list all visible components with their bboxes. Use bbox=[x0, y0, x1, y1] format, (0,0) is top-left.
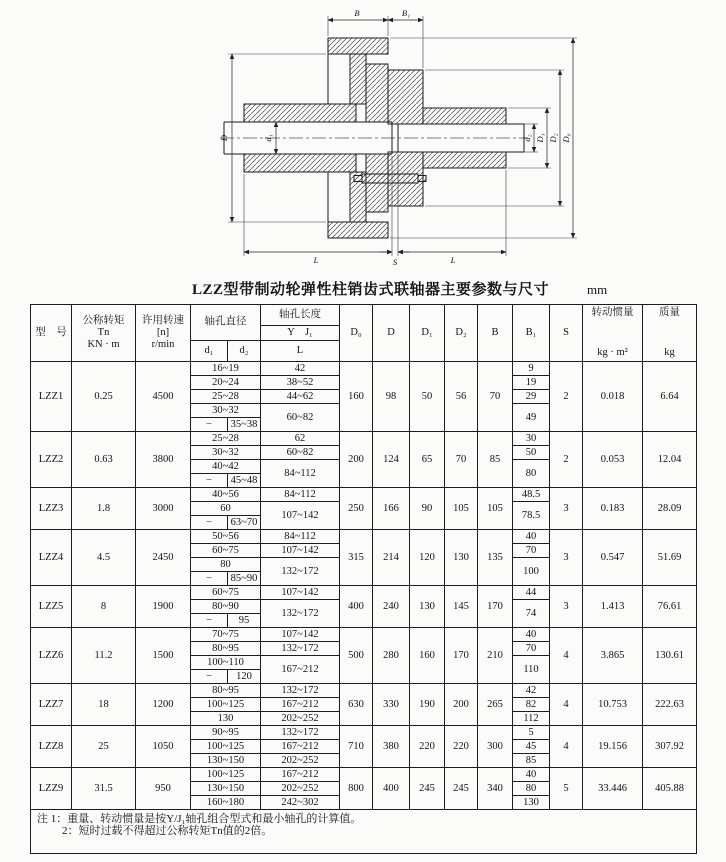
cell-model: LZZ5 bbox=[31, 586, 72, 628]
cell-speed: 3800 bbox=[136, 432, 191, 488]
brake-drum-rim-bottom bbox=[328, 222, 388, 238]
cell-bore: 60~75 bbox=[191, 544, 261, 558]
coupling-drawing-area bbox=[0, 0, 726, 272]
cell-bore: 25~28 bbox=[191, 390, 261, 404]
cell-length: 132~172 bbox=[261, 726, 340, 740]
note-line-2: 2：短时过载不得超过公称转矩Tn值的2倍。 bbox=[62, 825, 273, 838]
cell-length: 38~52 bbox=[261, 376, 340, 390]
cell-torque: 11.2 bbox=[72, 628, 136, 684]
cell-torque: 31.5 bbox=[72, 768, 136, 810]
cell-length: 107~142 bbox=[261, 586, 340, 600]
cell-d: 166 bbox=[373, 488, 410, 530]
cell-d0: 710 bbox=[340, 726, 373, 768]
col-header-speed: 许用转速 [n] r/min bbox=[136, 305, 191, 362]
cell-bore-dash: − bbox=[191, 474, 228, 488]
cell-speed: 1050 bbox=[136, 726, 191, 768]
table-row bbox=[31, 628, 697, 642]
cell-b: 340 bbox=[478, 768, 513, 810]
cell-d1: 160 bbox=[410, 628, 445, 684]
cell-b1: 100 bbox=[513, 558, 550, 586]
cell-d0: 400 bbox=[340, 586, 373, 628]
cell-b1: 44 bbox=[513, 586, 550, 600]
cell-bore: 130 bbox=[191, 712, 261, 726]
cell-bore: 80 bbox=[191, 558, 261, 572]
cell-bore-d2: 120 bbox=[228, 670, 261, 684]
cell-torque: 0.63 bbox=[72, 432, 136, 488]
cell-bore: 80~95 bbox=[191, 684, 261, 698]
cell-b1: 5 bbox=[513, 726, 550, 740]
cell-d2: 220 bbox=[445, 726, 478, 768]
cell-bore: 60 bbox=[191, 502, 261, 516]
cell-torque: 25 bbox=[72, 726, 136, 768]
cell-s: 4 bbox=[550, 726, 583, 768]
cell-b1: 48.5 bbox=[513, 488, 550, 502]
cell-length: 132~172 bbox=[261, 684, 340, 698]
col-header-mass: 质量 kg bbox=[643, 305, 697, 362]
col-header-s: S bbox=[550, 305, 583, 362]
cell-bore-dash: − bbox=[191, 670, 228, 684]
col-header-torque: 公称转矩 Tn KN · m bbox=[72, 305, 136, 362]
cell-bore: 30~32 bbox=[191, 446, 261, 460]
cell-torque: 8 bbox=[72, 586, 136, 628]
cell-b: 210 bbox=[478, 628, 513, 684]
cell-d: 240 bbox=[373, 586, 410, 628]
table-row bbox=[31, 488, 697, 502]
cell-length: 132~172 bbox=[261, 600, 340, 628]
cell-bore: 30~32 bbox=[191, 404, 261, 418]
col-header-l-small: L bbox=[261, 340, 340, 361]
cell-d: 214 bbox=[373, 530, 410, 586]
cell-b1: 110 bbox=[513, 656, 550, 684]
cell-d: 400 bbox=[373, 768, 410, 810]
right-flange-section-top bbox=[388, 70, 423, 124]
cell-model: LZZ9 bbox=[31, 768, 72, 810]
cell-b: 300 bbox=[478, 726, 513, 768]
cell-d2: 245 bbox=[445, 768, 478, 810]
dim-label-b1: B₁ bbox=[401, 8, 411, 18]
cell-bore: 80~95 bbox=[191, 642, 261, 656]
cell-d0: 200 bbox=[340, 432, 373, 488]
cell-length: 167~212 bbox=[261, 740, 340, 754]
table-body bbox=[31, 362, 697, 854]
cell-model: LZZ1 bbox=[31, 362, 72, 432]
cell-b1: 49 bbox=[513, 404, 550, 432]
cell-length: 167~212 bbox=[261, 698, 340, 712]
cell-mass: 12.04 bbox=[643, 432, 697, 488]
col-header-inertia: 转动惯量 kg · m² bbox=[583, 305, 643, 362]
cell-b1: 70 bbox=[513, 642, 550, 656]
col-header-d2: D₂ bbox=[445, 305, 478, 362]
cell-inertia: 3.865 bbox=[583, 628, 643, 684]
cell-torque: 0.25 bbox=[72, 362, 136, 432]
col-header-d1-small: d₁ bbox=[191, 340, 228, 361]
cell-inertia: 0.547 bbox=[583, 530, 643, 586]
dim-label-d1: d₁ bbox=[263, 134, 273, 142]
cell-bore: 160~180 bbox=[191, 796, 261, 810]
cell-b1: 80 bbox=[513, 460, 550, 488]
col-header-b1: B₁ bbox=[513, 305, 550, 362]
col-header-d: D bbox=[373, 305, 410, 362]
cell-b1: 50 bbox=[513, 446, 550, 460]
cell-inertia: 33.446 bbox=[583, 768, 643, 810]
page-title: LZZ型带制动轮弹性柱销齿式联轴器主要参数与尺寸 bbox=[192, 282, 550, 298]
cell-inertia: 10.753 bbox=[583, 684, 643, 726]
col-header-yj1: Y J₁ bbox=[261, 326, 340, 340]
cell-bore: 100~125 bbox=[191, 698, 261, 712]
cell-length: 60~82 bbox=[261, 404, 340, 432]
cell-b: 265 bbox=[478, 684, 513, 726]
cell-torque: 18 bbox=[72, 684, 136, 726]
cell-inertia: 1.413 bbox=[583, 586, 643, 628]
cell-d0: 250 bbox=[340, 488, 373, 530]
left-hub-section-top bbox=[244, 104, 356, 122]
cell-bore: 25~28 bbox=[191, 432, 261, 446]
cell-model: LZZ6 bbox=[31, 628, 72, 684]
cell-length: 167~212 bbox=[261, 768, 340, 782]
cell-speed: 2450 bbox=[136, 530, 191, 586]
cell-d: 124 bbox=[373, 432, 410, 488]
parameters-table bbox=[30, 304, 697, 854]
cell-d1: 90 bbox=[410, 488, 445, 530]
cell-length: 107~142 bbox=[261, 628, 340, 642]
cell-d1: 130 bbox=[410, 586, 445, 628]
cell-d: 380 bbox=[373, 726, 410, 768]
note-line-1: 注 1：重量、转动惯量是按Y/J₁轴孔组合型式和最小轴孔的计算值。 bbox=[37, 813, 362, 825]
cell-mass: 28.09 bbox=[643, 488, 697, 530]
cell-speed: 4500 bbox=[136, 362, 191, 432]
cell-b: 70 bbox=[478, 362, 513, 432]
unit-label: mm bbox=[587, 282, 608, 297]
notes bbox=[31, 810, 697, 854]
dim-label-d2: d₂ bbox=[522, 134, 532, 142]
cell-model: LZZ8 bbox=[31, 726, 72, 768]
right-hub-section-top bbox=[423, 108, 506, 124]
cell-d: 98 bbox=[373, 362, 410, 432]
table-row bbox=[31, 768, 697, 782]
cell-bore: 100~110 bbox=[191, 656, 261, 670]
cell-inertia: 0.183 bbox=[583, 488, 643, 530]
cell-speed: 1500 bbox=[136, 628, 191, 684]
dim-label-l-right: L bbox=[450, 255, 456, 265]
cell-b1: 85 bbox=[513, 754, 550, 768]
dim-label-d0-cap: D₀ bbox=[561, 133, 571, 143]
col-header-d2-small: d₂ bbox=[228, 340, 261, 361]
cell-length: 202~252 bbox=[261, 782, 340, 796]
cell-length: 132~172 bbox=[261, 558, 340, 586]
left-hub-section-bottom bbox=[244, 154, 356, 172]
cell-b1: 78.5 bbox=[513, 502, 550, 530]
right-hub-section-bottom bbox=[423, 152, 506, 168]
cell-d2: 105 bbox=[445, 488, 478, 530]
cell-bore: 70~75 bbox=[191, 628, 261, 642]
drum-web-top bbox=[350, 54, 366, 104]
cell-d1: 65 bbox=[410, 432, 445, 488]
cell-inertia: 19.156 bbox=[583, 726, 643, 768]
cell-b1: 70 bbox=[513, 544, 550, 558]
cell-speed: 950 bbox=[136, 768, 191, 810]
cell-s: 3 bbox=[550, 488, 583, 530]
cell-model: LZZ3 bbox=[31, 488, 72, 530]
cell-mass: 51.69 bbox=[643, 530, 697, 586]
cell-bore-d2: 45~48 bbox=[228, 474, 261, 488]
cell-bore: 90~95 bbox=[191, 726, 261, 740]
col-header-bore-diameter: 轴孔直径 bbox=[191, 305, 261, 341]
cell-length: 42 bbox=[261, 362, 340, 376]
dim-label-d-cap: D bbox=[219, 134, 229, 142]
cell-b: 135 bbox=[478, 530, 513, 586]
cell-d1: 220 bbox=[410, 726, 445, 768]
dim-label-s: S bbox=[392, 257, 398, 267]
cell-length: 62 bbox=[261, 432, 340, 446]
cell-d0: 160 bbox=[340, 362, 373, 432]
cell-speed: 3000 bbox=[136, 488, 191, 530]
cell-bore-dash: − bbox=[191, 614, 228, 628]
cell-b1: 40 bbox=[513, 530, 550, 544]
cell-b1: 80 bbox=[513, 782, 550, 796]
cell-bore: 100~125 bbox=[191, 768, 261, 782]
cell-b1: 74 bbox=[513, 600, 550, 628]
cell-bore: 40~42 bbox=[191, 460, 261, 474]
cell-bore: 80~90 bbox=[191, 600, 261, 614]
cell-length: 242~302 bbox=[261, 796, 340, 810]
brake-drum-rim-top bbox=[328, 38, 388, 54]
cell-d2: 70 bbox=[445, 432, 478, 488]
cell-d2: 130 bbox=[445, 530, 478, 586]
cell-length: 44~62 bbox=[261, 390, 340, 404]
col-header-d1: D₁ bbox=[410, 305, 445, 362]
dim-label-d2-cap: D₂ bbox=[548, 133, 558, 143]
cell-s: 2 bbox=[550, 432, 583, 488]
cell-length: 84~112 bbox=[261, 530, 340, 544]
cell-length: 202~252 bbox=[261, 712, 340, 726]
left-flange-section-top bbox=[366, 64, 388, 122]
cell-torque: 4.5 bbox=[72, 530, 136, 586]
table-row bbox=[31, 432, 697, 446]
cell-d2: 145 bbox=[445, 586, 478, 628]
cell-d1: 50 bbox=[410, 362, 445, 432]
cell-b1: 42 bbox=[513, 684, 550, 698]
cell-d1: 245 bbox=[410, 768, 445, 810]
cell-b1: 40 bbox=[513, 768, 550, 782]
cell-d1: 120 bbox=[410, 530, 445, 586]
cell-length: 84~112 bbox=[261, 488, 340, 502]
cell-mass: 222.63 bbox=[643, 684, 697, 726]
table-row bbox=[31, 726, 697, 740]
cell-s: 5 bbox=[550, 768, 583, 810]
cell-speed: 1900 bbox=[136, 586, 191, 628]
cell-b1: 112 bbox=[513, 712, 550, 726]
cell-b1: 82 bbox=[513, 698, 550, 712]
cell-length: 84~112 bbox=[261, 460, 340, 488]
coupling-section-drawing bbox=[216, 4, 584, 272]
cell-length: 132~172 bbox=[261, 642, 340, 656]
cell-model: LZZ4 bbox=[31, 530, 72, 586]
cell-b: 85 bbox=[478, 432, 513, 488]
cell-bore-d2: 35~38 bbox=[228, 418, 261, 432]
table-header bbox=[31, 305, 697, 362]
pin-nut-left bbox=[354, 176, 362, 182]
elastic-pin bbox=[362, 174, 418, 183]
pin-nut-right bbox=[418, 176, 426, 182]
cell-s: 3 bbox=[550, 586, 583, 628]
table-row bbox=[31, 684, 697, 698]
cell-bore: 60~75 bbox=[191, 586, 261, 600]
cell-length: 107~142 bbox=[261, 544, 340, 558]
table-row bbox=[31, 530, 697, 544]
cell-d2: 170 bbox=[445, 628, 478, 684]
cell-inertia: 0.018 bbox=[583, 362, 643, 432]
cell-length: 202~252 bbox=[261, 754, 340, 768]
cell-s: 4 bbox=[550, 684, 583, 726]
cell-speed: 1200 bbox=[136, 684, 191, 726]
cell-b1: 30 bbox=[513, 432, 550, 446]
dim-label-b: B bbox=[354, 8, 360, 18]
cell-s: 4 bbox=[550, 628, 583, 684]
cell-bore-dash: − bbox=[191, 516, 228, 530]
col-header-d0: D₀ bbox=[340, 305, 373, 362]
cell-b1: 9 bbox=[513, 362, 550, 376]
cell-length: 167~212 bbox=[261, 656, 340, 684]
cell-b: 170 bbox=[478, 586, 513, 628]
cell-bore-d2: 85~90 bbox=[228, 572, 261, 586]
cell-d: 330 bbox=[373, 684, 410, 726]
cell-bore: 50~56 bbox=[191, 530, 261, 544]
cell-d0: 315 bbox=[340, 530, 373, 586]
cell-bore: 16~19 bbox=[191, 362, 261, 376]
cell-bore: 20~24 bbox=[191, 376, 261, 390]
cell-b1: 130 bbox=[513, 796, 550, 810]
cell-b1: 19 bbox=[513, 376, 550, 390]
cell-bore: 130~150 bbox=[191, 754, 261, 768]
cell-d: 280 bbox=[373, 628, 410, 684]
cell-mass: 405.88 bbox=[643, 768, 697, 810]
cell-mass: 130.61 bbox=[643, 628, 697, 684]
cell-b1: 45 bbox=[513, 740, 550, 754]
table-row bbox=[31, 362, 697, 376]
table-row bbox=[31, 586, 697, 600]
cell-bore-d2: 95 bbox=[228, 614, 261, 628]
cell-length: 60~82 bbox=[261, 446, 340, 460]
col-header-model: 型 号 bbox=[31, 305, 72, 362]
cell-s: 3 bbox=[550, 530, 583, 586]
cell-mass: 76.61 bbox=[643, 586, 697, 628]
cell-d2: 56 bbox=[445, 362, 478, 432]
dim-label-d1-cap: D₁ bbox=[535, 133, 545, 143]
cell-mass: 6.64 bbox=[643, 362, 697, 432]
cell-b: 105 bbox=[478, 488, 513, 530]
cell-b1: 40 bbox=[513, 628, 550, 642]
cell-model: LZZ2 bbox=[31, 432, 72, 488]
dim-label-l-left: L bbox=[313, 255, 319, 265]
cell-inertia: 0.053 bbox=[583, 432, 643, 488]
cell-d1: 190 bbox=[410, 684, 445, 726]
cell-bore-dash: − bbox=[191, 418, 228, 432]
cell-torque: 1.8 bbox=[72, 488, 136, 530]
cell-b1: 29 bbox=[513, 390, 550, 404]
cell-d2: 200 bbox=[445, 684, 478, 726]
cell-bore-dash: − bbox=[191, 572, 228, 586]
cell-bore-d2: 63~70 bbox=[228, 516, 261, 530]
title-bar bbox=[0, 278, 726, 299]
col-header-bore-length: 轴孔长度 bbox=[261, 305, 340, 326]
cell-s: 2 bbox=[550, 362, 583, 432]
cell-bore: 130~150 bbox=[191, 782, 261, 796]
cell-bore: 100~125 bbox=[191, 740, 261, 754]
cell-d0: 630 bbox=[340, 684, 373, 726]
cell-mass: 307.92 bbox=[643, 726, 697, 768]
notes-row bbox=[31, 810, 697, 854]
col-header-b: B bbox=[478, 305, 513, 362]
cell-d0: 500 bbox=[340, 628, 373, 684]
cell-length: 107~142 bbox=[261, 502, 340, 530]
cell-model: LZZ7 bbox=[31, 684, 72, 726]
cell-d0: 800 bbox=[340, 768, 373, 810]
cell-bore: 40~56 bbox=[191, 488, 261, 502]
